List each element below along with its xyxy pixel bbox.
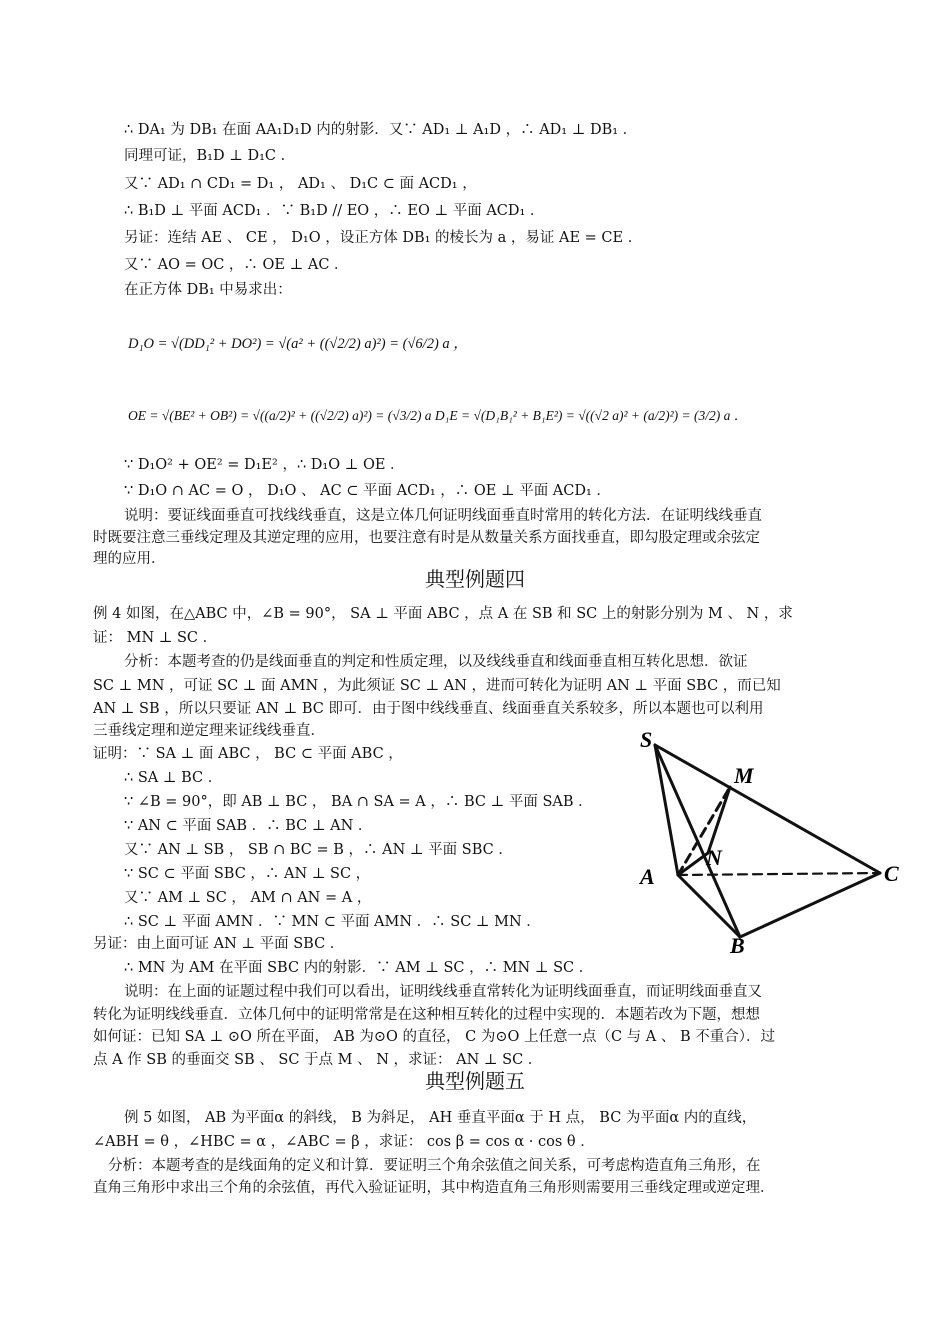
text-line: ∵ D₁O² + OE² = D₁E² ，∴ D₁O ⊥ OE ． — [124, 457, 405, 473]
section-heading-5: 典型例题五 — [425, 1069, 525, 1093]
section-heading-4: 典型例题四 — [425, 567, 525, 591]
text-line: 另证：由上面可证 AN ⊥ 平面 SBC ． — [93, 936, 345, 952]
text-line: 时既要注意三垂线定理及其逆定理的应用，也要注意有时是从数量关系方面找垂直，即勾股定理或余弦定 — [93, 530, 760, 546]
text-line: 又∵ AM ⊥ SC ， AM ∩ AN = A ， — [124, 890, 372, 906]
edge-am-dashed — [678, 787, 730, 875]
label-s: S — [640, 727, 653, 752]
text-line: 例 4 如图，在△ABC 中，∠B = 90°， SA ⊥ 平面 ABC ，点 A 在 SB 和 SC 上的射影分别为 M 、 N ，求 — [93, 606, 793, 622]
text-line: ∴ B₁D ⊥ 平面 ACD₁ ．∵ B₁D // EO ，∴ EO ⊥ 平面 ACD₁ ． — [124, 203, 545, 219]
edge-bc — [740, 873, 880, 937]
text-line: ∴ SA ⊥ BC ． — [124, 770, 223, 786]
text-line: ∴ DA₁ 为 DB₁ 在面 AA₁D₁D 内的射影．又∵ AD₁ ⊥ A₁D ，∴ AD₁ ⊥ DB₁ ． — [124, 122, 638, 138]
text-line: 点 A 作 SB 的垂面交 SB 、 SC 于点 M 、 N ，求证： AN ⊥ SC ． — [93, 1052, 543, 1068]
text-line: 理的应用． — [93, 551, 166, 567]
text-line: 在正方体 DB₁ 中易求出： — [124, 282, 292, 298]
edge-sa — [655, 745, 678, 875]
edge-an — [678, 853, 708, 875]
text-line: 说明：要证线面垂直可找线线垂直，这是立体几何证明线面垂直时常用的转化方法．在证明线线垂直 — [124, 508, 762, 524]
label-n: N — [706, 845, 722, 870]
text-line: ∵ D₁O ∩ AC = O ， D₁O 、 AC ⊂ 平面 ACD₁ ，∴ OE ⊥ 平面 ACD₁ ． — [124, 483, 611, 499]
text-line: ∵ SC ⊂ 平面 SBC ，∴ AN ⊥ SC ， — [124, 866, 371, 882]
text-line: 直角三角形中求出三个角的余弦值，再代入验证证明，其中构造直角三角形则需要用三垂线定理或逆定理． — [93, 1180, 775, 1196]
text-line: 例 5 如图， AB 为平面α 的斜线， B 为斜足， AH 垂直平面α 于 H 点， BC 为平面α 内的直线， — [124, 1110, 757, 1126]
text-line: 证明：∵ SA ⊥ 面 ABC ， BC ⊂ 平面 ABC ， — [93, 746, 403, 762]
text-line: 又∵ AD₁ ∩ CD₁ = D₁ ， AD₁ 、 D₁C ⊂ 面 ACD₁ ， — [124, 176, 477, 192]
label-c: C — [884, 861, 899, 886]
text-line: ∵ AN ⊂ 平面 SAB ．∴ BC ⊥ AN ． — [124, 818, 373, 834]
tetrahedron-figure — [630, 725, 910, 955]
text-line: 另证：连结 AE 、 CE ， D₁O ，设正方体 DB₁ 的棱长为 a ，易证 AE = CE ． — [124, 230, 643, 246]
text-line: 转化为证明线线垂直．立体几何中的证明常常是在这种相互转化的过程中实现的．本题若改为下题，想想 — [93, 1007, 760, 1023]
edge-sc — [655, 745, 880, 873]
text-line: 三垂线定理和逆定理来证线线垂直． — [93, 723, 325, 739]
text-line: 说明：在上面的证题过程中我们可以看出，证明线线垂直常转化为证明线面垂直，而证明线面垂直又 — [124, 984, 762, 1000]
equation-d1o: D₁O = √(DD₁² + DO²) = √(a² + ((√2/2) a)²) = (√6/2) a ， — [128, 336, 468, 352]
text-line: 又∵ AN ⊥ SB ， SB ∩ BC = B ，∴ AN ⊥ 平面 SBC ． — [124, 842, 513, 858]
text-line: 又∵ AO = OC ，∴ OE ⊥ AC ． — [124, 257, 349, 273]
text-line: 分析：本题考查的仍是线面垂直的判定和性质定理，以及线线垂直和线面垂直相互转化思想．欲证 — [124, 654, 748, 670]
text-line: ∴ SC ⊥ 平面 AMN ．∵ MN ⊂ 平面 AMN ．∴ SC ⊥ MN ． — [124, 914, 541, 930]
text-line: ∵ ∠B = 90°，即 AB ⊥ BC ， BA ∩ SA = A ，∴ BC ⊥ 平面 SAB ． — [124, 794, 593, 810]
label-a: A — [640, 864, 655, 889]
text-line: SC ⊥ MN ，可证 SC ⊥ 面 AMN ，为此须证 SC ⊥ AN ，进而可转化为证明 AN ⊥ 平面 SBC ，而已知 — [93, 678, 781, 694]
edge-ab — [678, 875, 740, 937]
text-line: 同理可证，B₁D ⊥ D₁C ． — [124, 148, 296, 164]
text-line: 证： MN ⊥ SC ． — [93, 630, 218, 646]
label-b: B — [730, 933, 745, 955]
text-line: ∠ABH = θ ，∠HBC = α ，∠ABC = β ，求证： cos β = cos α · cos θ ． — [93, 1134, 595, 1150]
text-line: 如何证：已知 SA ⊥ ⊙O 所在平面， AB 为⊙O 的直径， C 为⊙O 上任意一点（C 与 A 、 B 不重合）．过 — [93, 1029, 775, 1045]
edge-ac-dashed — [678, 873, 880, 875]
equation-oe-d1e: OE = √(BE² + OB²) = √((a/2)² + ((√2/2) a)²) = (√3/2) a D₁E = √(D₁B₁² + B₁E²) = √((√2 a)² + (a/2)²) = (3/2) a ． — [128, 408, 748, 423]
text-line: ∴ MN 为 AM 在平面 SBC 内的射影．∵ AM ⊥ SC ，∴ MN ⊥ SC ． — [124, 960, 594, 976]
text-line: AN ⊥ SB ，所以只要证 AN ⊥ BC 即可．由于图中线线垂直、线面垂直关系较多，所以本题也可以利用 — [93, 701, 764, 717]
label-m: M — [734, 763, 754, 788]
text-line: 分析：本题考查的是线面角的定义和计算．要证明三个角余弦值之间关系，可考虑构造直角三角形，在 — [108, 1158, 761, 1174]
